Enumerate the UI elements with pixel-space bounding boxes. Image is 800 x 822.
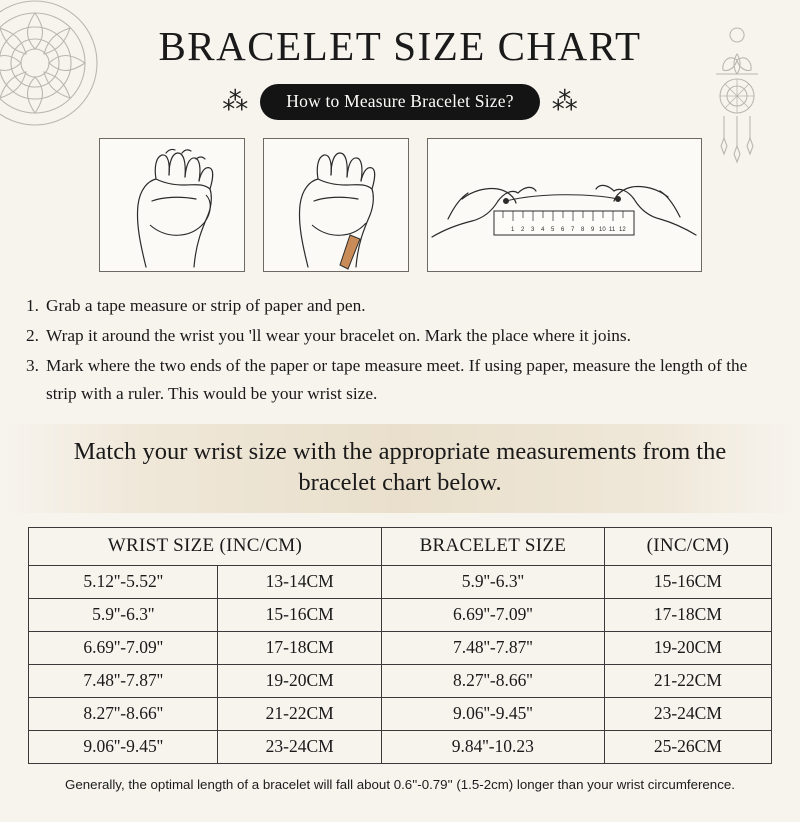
illustration-hand-with-tape-measure-start bbox=[99, 138, 245, 272]
table-row bbox=[29, 565, 772, 598]
list-item bbox=[26, 292, 774, 320]
table-header-wrist-size: WRIST SIZE (INC/CM) bbox=[29, 527, 382, 565]
cell-bracelet-cm: 21-22CM bbox=[604, 664, 771, 697]
subtitle-row bbox=[0, 84, 800, 120]
list-item bbox=[26, 352, 774, 408]
cell-wrist-cm: 21-22CM bbox=[218, 697, 381, 730]
cell-bracelet-cm: 15-16CM bbox=[604, 565, 771, 598]
step-number: 2. bbox=[26, 326, 39, 346]
cell-wrist-inch: 6.69''-7.09'' bbox=[29, 631, 218, 664]
cell-bracelet-cm: 19-20CM bbox=[604, 631, 771, 664]
step-text: Wrap it around the wrist you 'll wear your bracelet on. Mark the place where it joins. bbox=[45, 326, 631, 346]
step-number: 1. bbox=[26, 296, 39, 315]
cell-wrist-inch: 5.9''-6.3'' bbox=[29, 598, 218, 631]
svg-text:9: 9 bbox=[590, 227, 594, 233]
cell-bracelet-cm: 23-24CM bbox=[604, 697, 771, 730]
svg-text:8: 8 bbox=[580, 227, 584, 233]
flourish-right-icon: ⁂ bbox=[551, 87, 578, 117]
illustration-hand-with-paper-strip bbox=[263, 138, 409, 272]
footnote: Generally, the optimal length of a bracelet will fall about 0.6''-0.79'' (1.5-2cm) longer than your wrist circumference. bbox=[65, 776, 735, 792]
flourish-left-icon: ⁂ bbox=[222, 87, 249, 117]
cell-bracelet-inch: 9.84''-10.23 bbox=[381, 730, 604, 763]
table-row bbox=[29, 730, 772, 763]
cell-wrist-inch: 9.06''-9.45'' bbox=[29, 730, 218, 763]
cell-wrist-cm: 13-14CM bbox=[218, 565, 381, 598]
illustration-row bbox=[0, 138, 800, 272]
steps-list bbox=[26, 292, 774, 408]
step-number: 3. bbox=[26, 356, 39, 376]
cell-wrist-inch: 8.27''-8.66'' bbox=[29, 697, 218, 730]
cell-bracelet-cm: 25-26CM bbox=[604, 730, 771, 763]
svg-text:7: 7 bbox=[570, 227, 574, 233]
svg-text:4: 4 bbox=[540, 227, 544, 233]
cell-bracelet-inch: 5.9''-6.3'' bbox=[381, 565, 604, 598]
size-table bbox=[28, 527, 772, 764]
cell-wrist-inch: 7.48''-7.87'' bbox=[29, 664, 218, 697]
table-header-bracelet-units: (INC/CM) bbox=[604, 527, 771, 565]
table-header-row bbox=[29, 527, 772, 565]
cell-bracelet-inch: 9.06''-9.45'' bbox=[381, 697, 604, 730]
table-row bbox=[29, 664, 772, 697]
table-row bbox=[29, 598, 772, 631]
step-text: Mark where the two ends of the paper or tape measure meet. If using paper, measure the length of the strip with a ruler. This would be your wrist size. bbox=[45, 356, 748, 404]
cell-wrist-cm: 19-20CM bbox=[218, 664, 381, 697]
cell-bracelet-inch: 7.48''-7.87'' bbox=[381, 631, 604, 664]
svg-text:1: 1 bbox=[510, 227, 514, 233]
svg-text:11: 11 bbox=[608, 227, 615, 233]
svg-text:12: 12 bbox=[618, 227, 626, 233]
cell-wrist-cm: 15-16CM bbox=[218, 598, 381, 631]
illustration-hands-measuring-with-ruler bbox=[427, 138, 702, 272]
svg-text:2: 2 bbox=[520, 227, 524, 233]
cell-bracelet-inch: 8.27''-8.66'' bbox=[381, 664, 604, 697]
cell-wrist-inch: 5.12''-5.52'' bbox=[29, 565, 218, 598]
size-table-wrapper bbox=[28, 527, 772, 764]
match-instruction-banner: Match your wrist size with the appropriate measurements from the bracelet chart below. bbox=[0, 424, 800, 513]
cell-bracelet-inch: 6.69''-7.09'' bbox=[381, 598, 604, 631]
page-title: BRACELET SIZE CHART bbox=[158, 23, 642, 69]
subtitle-pill: How to Measure Bracelet Size? bbox=[260, 84, 539, 120]
svg-text:3: 3 bbox=[530, 227, 534, 233]
table-body bbox=[29, 565, 772, 763]
svg-text:10: 10 bbox=[598, 227, 606, 233]
list-item bbox=[26, 322, 774, 350]
svg-text:6: 6 bbox=[560, 227, 564, 233]
table-row bbox=[29, 631, 772, 664]
table-row bbox=[29, 697, 772, 730]
cell-wrist-cm: 23-24CM bbox=[218, 730, 381, 763]
cell-bracelet-cm: 17-18CM bbox=[604, 598, 771, 631]
step-text: Grab a tape measure or strip of paper and pen. bbox=[45, 296, 366, 315]
table-header-bracelet-size: BRACELET SIZE bbox=[381, 527, 604, 565]
cell-wrist-cm: 17-18CM bbox=[218, 631, 381, 664]
svg-text:5: 5 bbox=[550, 227, 554, 233]
